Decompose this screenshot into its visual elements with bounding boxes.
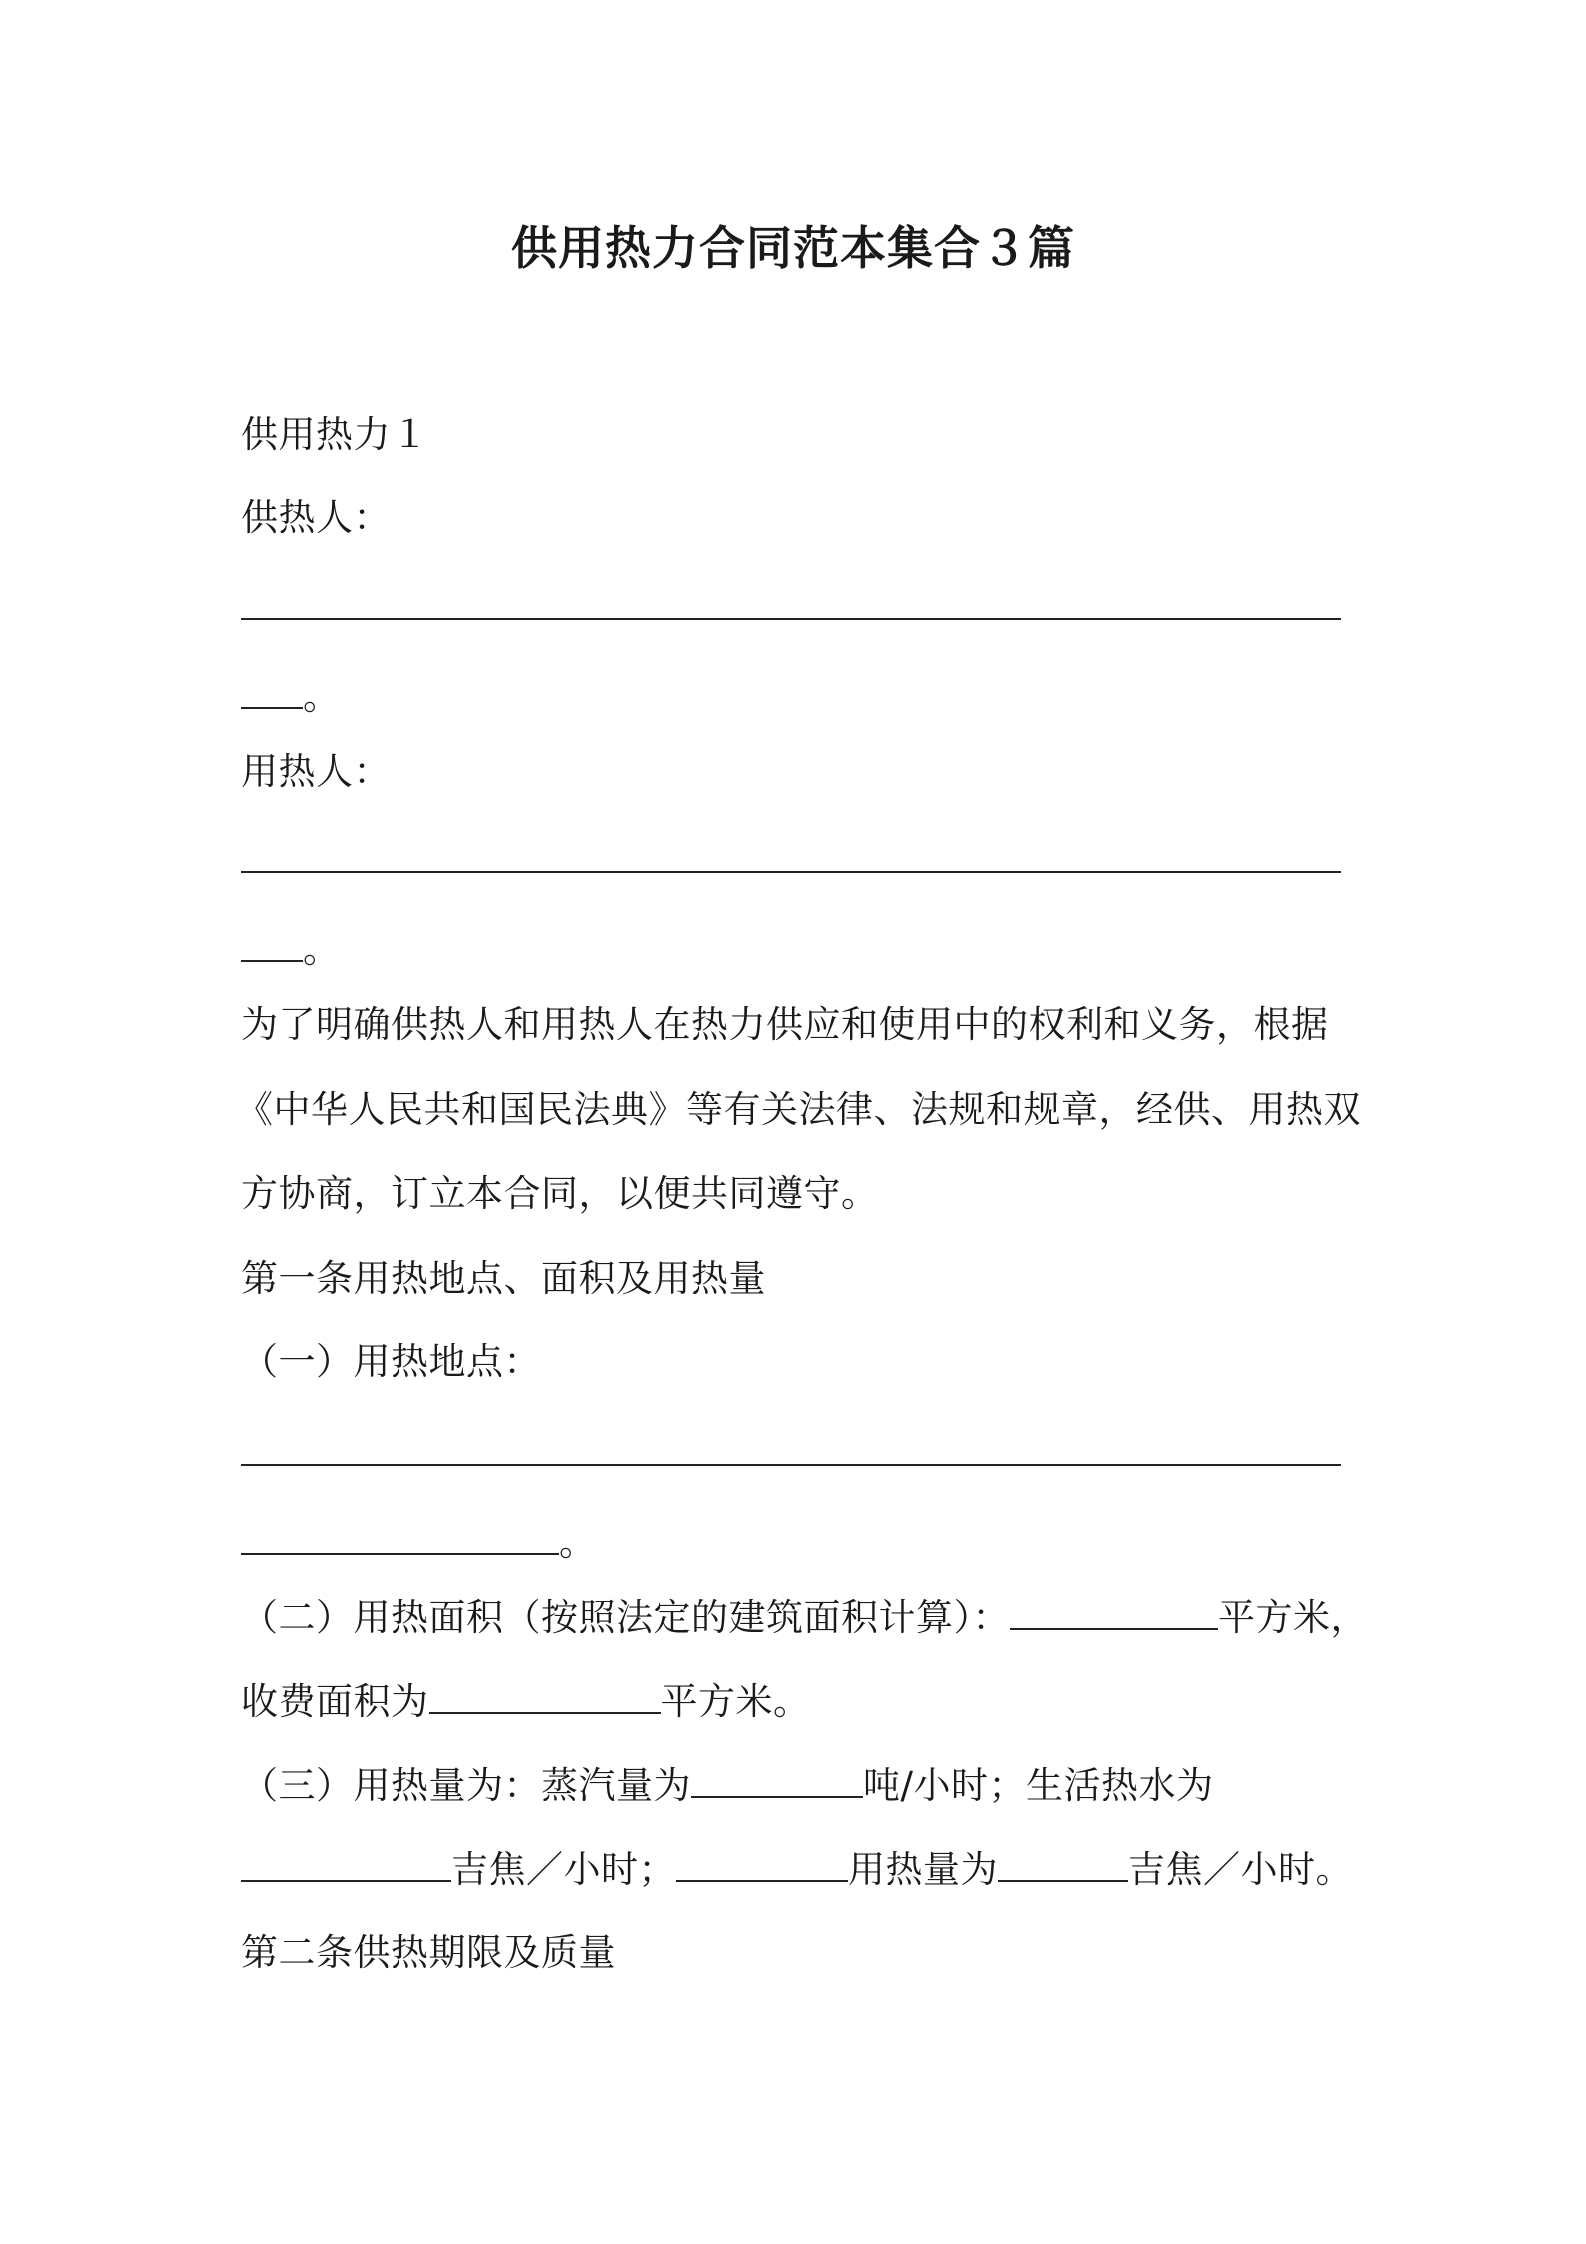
location-blank-line bbox=[241, 1464, 1341, 1466]
location-blank-tail bbox=[241, 1518, 597, 1568]
location-blank-end bbox=[241, 1547, 559, 1555]
supplier-period: 。 bbox=[303, 675, 341, 718]
supplier-blank-end bbox=[241, 701, 303, 709]
supplier-label: 供热人： bbox=[241, 496, 391, 539]
intro-line-3: 方协商，订立本合同，以便共同遵守。 bbox=[241, 1172, 879, 1215]
charge-area-blank bbox=[429, 1682, 661, 1714]
document-title: 供用热力合同范本集合３篇 bbox=[511, 221, 1075, 275]
intro-line-1: 为了明确供热人和用热人在热力供应和使用中的权利和义务，根据 bbox=[241, 1003, 1329, 1046]
user-blank-tail bbox=[241, 925, 341, 975]
item-2-line-1 bbox=[241, 1593, 1368, 1643]
user-blank-line bbox=[241, 871, 1341, 873]
item-3-line-2 bbox=[241, 1845, 1353, 1895]
other-heat-label: 用热量为 bbox=[848, 1848, 998, 1891]
item-1-label: （一）用热地点： bbox=[241, 1340, 541, 1383]
item-2-line-2 bbox=[241, 1677, 811, 1727]
section-subtitle: 供用热力１ bbox=[241, 413, 429, 456]
item-3-line-1 bbox=[241, 1761, 1213, 1811]
item-3-unit: 吨/小时；生活热水为 bbox=[863, 1764, 1214, 1807]
article-1-title: 第一条用热地点、面积及用热量 bbox=[241, 1257, 766, 1300]
item-2-text: （二）用热面积（按照法定的建筑面积计算）： bbox=[241, 1596, 1010, 1639]
area-blank bbox=[1010, 1598, 1218, 1630]
user-blank-end bbox=[241, 954, 303, 962]
hot-water-unit: 吉焦／小时； bbox=[451, 1848, 676, 1891]
other-heat-unit: 吉焦／小时。 bbox=[1128, 1848, 1353, 1891]
article-2-title: 第二条供热期限及质量 bbox=[241, 1931, 616, 1974]
other-heat-blank bbox=[998, 1850, 1128, 1882]
other-type-blank bbox=[676, 1850, 848, 1882]
supplier-blank-line bbox=[241, 618, 1341, 620]
location-period: 。 bbox=[559, 1521, 597, 1564]
supplier-blank-tail bbox=[241, 672, 341, 722]
charge-area-label: 收费面积为 bbox=[241, 1680, 429, 1723]
item-3-text: （三）用热量为：蒸汽量为 bbox=[241, 1764, 691, 1807]
intro-line-2: 《中华人民共和国民法典》等有关法律、法规和规章，经供、用热双 bbox=[236, 1088, 1361, 1131]
user-period: 。 bbox=[303, 928, 341, 971]
charge-area-unit: 平方米。 bbox=[660, 1680, 811, 1723]
hot-water-blank bbox=[241, 1850, 451, 1882]
user-label: 用热人： bbox=[241, 750, 391, 793]
steam-blank bbox=[691, 1766, 863, 1798]
item-2-unit: 平方米， bbox=[1218, 1596, 1368, 1639]
